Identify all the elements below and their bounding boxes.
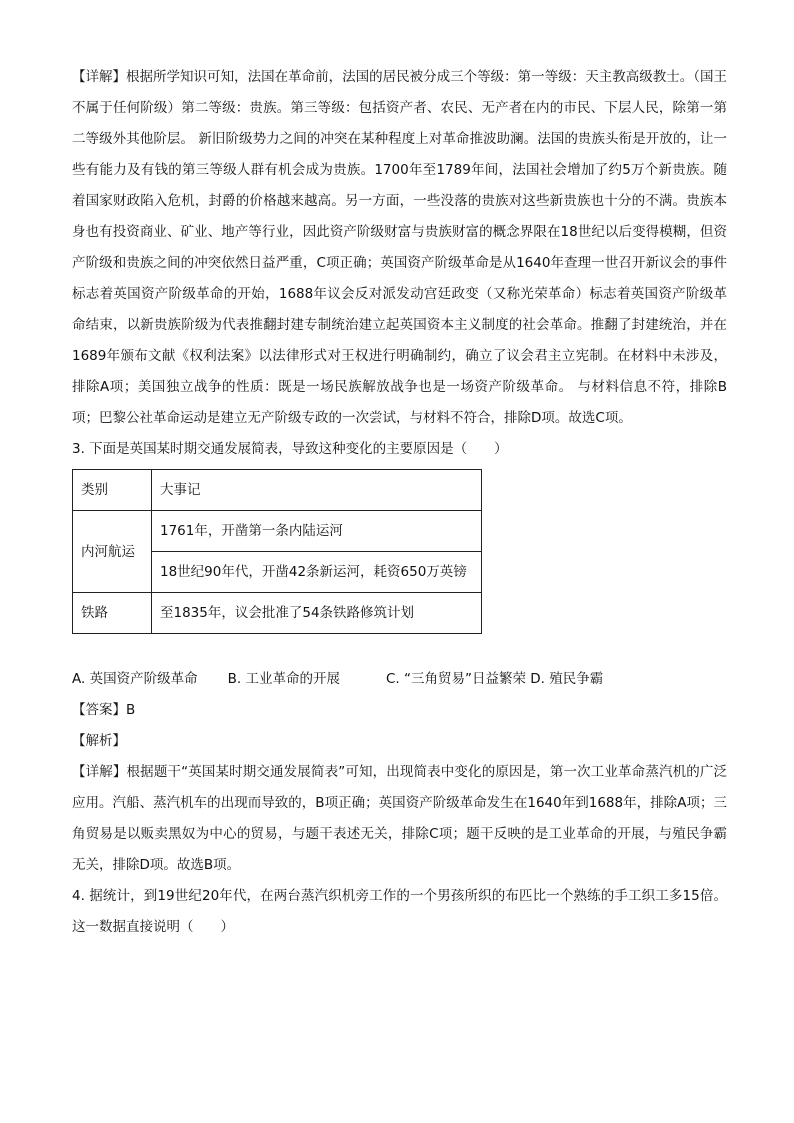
table-cell-event: 1761年，开凿第一条内陆运河	[152, 511, 482, 552]
q3-options	[72, 664, 727, 695]
table-row	[73, 511, 482, 552]
q3-analysis-label: 【解析】	[72, 733, 126, 749]
detail-label: 【详解】	[72, 69, 127, 85]
option-d: D. 殖民争霸	[530, 671, 604, 687]
q3-detail-text: 根据题干“英国某时期交通发展简表”可知，出现简表中变化的原因是，第一次工业革命蒸汽机的广泛应用。汽船、蒸汽机车的出现而导致的，B项正确；英国资产阶级革命发生在1640年到1688年，排除A项；三角贸易是以贩卖黑奴为中心的贸易，与题干表述无关，排除C项；题干反映的是工业革命的开展，与殖民争霸无关，排除D项。故选B项。	[72, 764, 727, 873]
table-cell-event: 18世纪90年代，开凿42条新运河，耗资650万英镑	[152, 552, 482, 593]
document-page	[72, 62, 727, 943]
option-a: A. 英国资产阶级革命	[72, 671, 198, 687]
table-cell-inland-waterway: 内河航运	[73, 511, 152, 593]
option-b: B. 工业革命的开展	[227, 671, 340, 687]
table-header-category: 类别	[73, 470, 152, 511]
transport-table	[72, 469, 482, 634]
table-cell-event: 至1835年，议会批准了54条铁路修筑计划	[152, 593, 482, 634]
table-header-events: 大事记	[152, 470, 482, 511]
detail-label: 【详解】	[72, 764, 127, 780]
table-header-row	[73, 470, 482, 511]
table-row	[73, 593, 482, 634]
option-c: C. “三角贸易”日益繁荣	[385, 671, 526, 687]
q2-detail-text: 根据所学知识可知，法国在革命前，法国的居民被分成三个等级：第一等级：天主教高级教士。（国王不属于任何阶级）第二等级：贵族。第三等级：包括资产者、农民、无产者在内的市民、下层人民，除第一第二等级外其他阶层。 新旧阶级势力之间的冲突在某种程度上对革命推波助澜。法国的贵族头衔是开放的，让一些有能力及有钱的第三等级人群有机会成为贵族。1700年至1789年间，法国社会增加了约5万个新贵族。随着国家财政陷入危机，封爵的价格越来越高。另一方面，一些没落的贵族对这些新贵族也十分的不满。贵族本身也有投资商业、矿业、地产等行业，因此资产阶级财富与贵族财富的概念界限在18世纪以后变得模糊，但资产阶级和贵族之间的冲突依然日益严重，C项正确；英国资产阶级革命是从1640年查理一世召开新议会的事件标志着英国资产阶级革命的开始，1688年议会反对派发动宫廷政变（又称光荣革命）标志着英国资产阶级革命结束，以新贵族阶级为代表推翻封建专制统治建立起英国资本主义制度的社会革命。推翻了封建统治，并在1689年颁布文献《权利法案》以法律形式对王权进行明确制约，确立了议会君主立宪制。在材料中未涉及，排除A项；美国独立战争的性质：既是一场民族解放战争也是一场资产阶级革命。 与材料信息不符，排除B项；巴黎公社革命运动是建立无产阶级专政的一次尝试，与材料不符合，排除D项。故选C项。	[72, 69, 728, 426]
table-cell-railway: 铁路	[73, 593, 152, 634]
q3-detail-paragraph	[72, 757, 727, 881]
q3-stem: 3. 下面是英国某时期交通发展简表，导致这种变化的主要原因是（ ）	[72, 441, 508, 457]
q4-stem: 4. 据统计，到19世纪20年代，在两台蒸汽织机旁工作的一个男孩所织的布匹比一个熟练的手工织工多15倍。这一数据直接说明（ ）	[72, 888, 727, 935]
q2-detail-paragraph	[72, 62, 727, 434]
q3-answer: 【答案】B	[72, 702, 136, 718]
